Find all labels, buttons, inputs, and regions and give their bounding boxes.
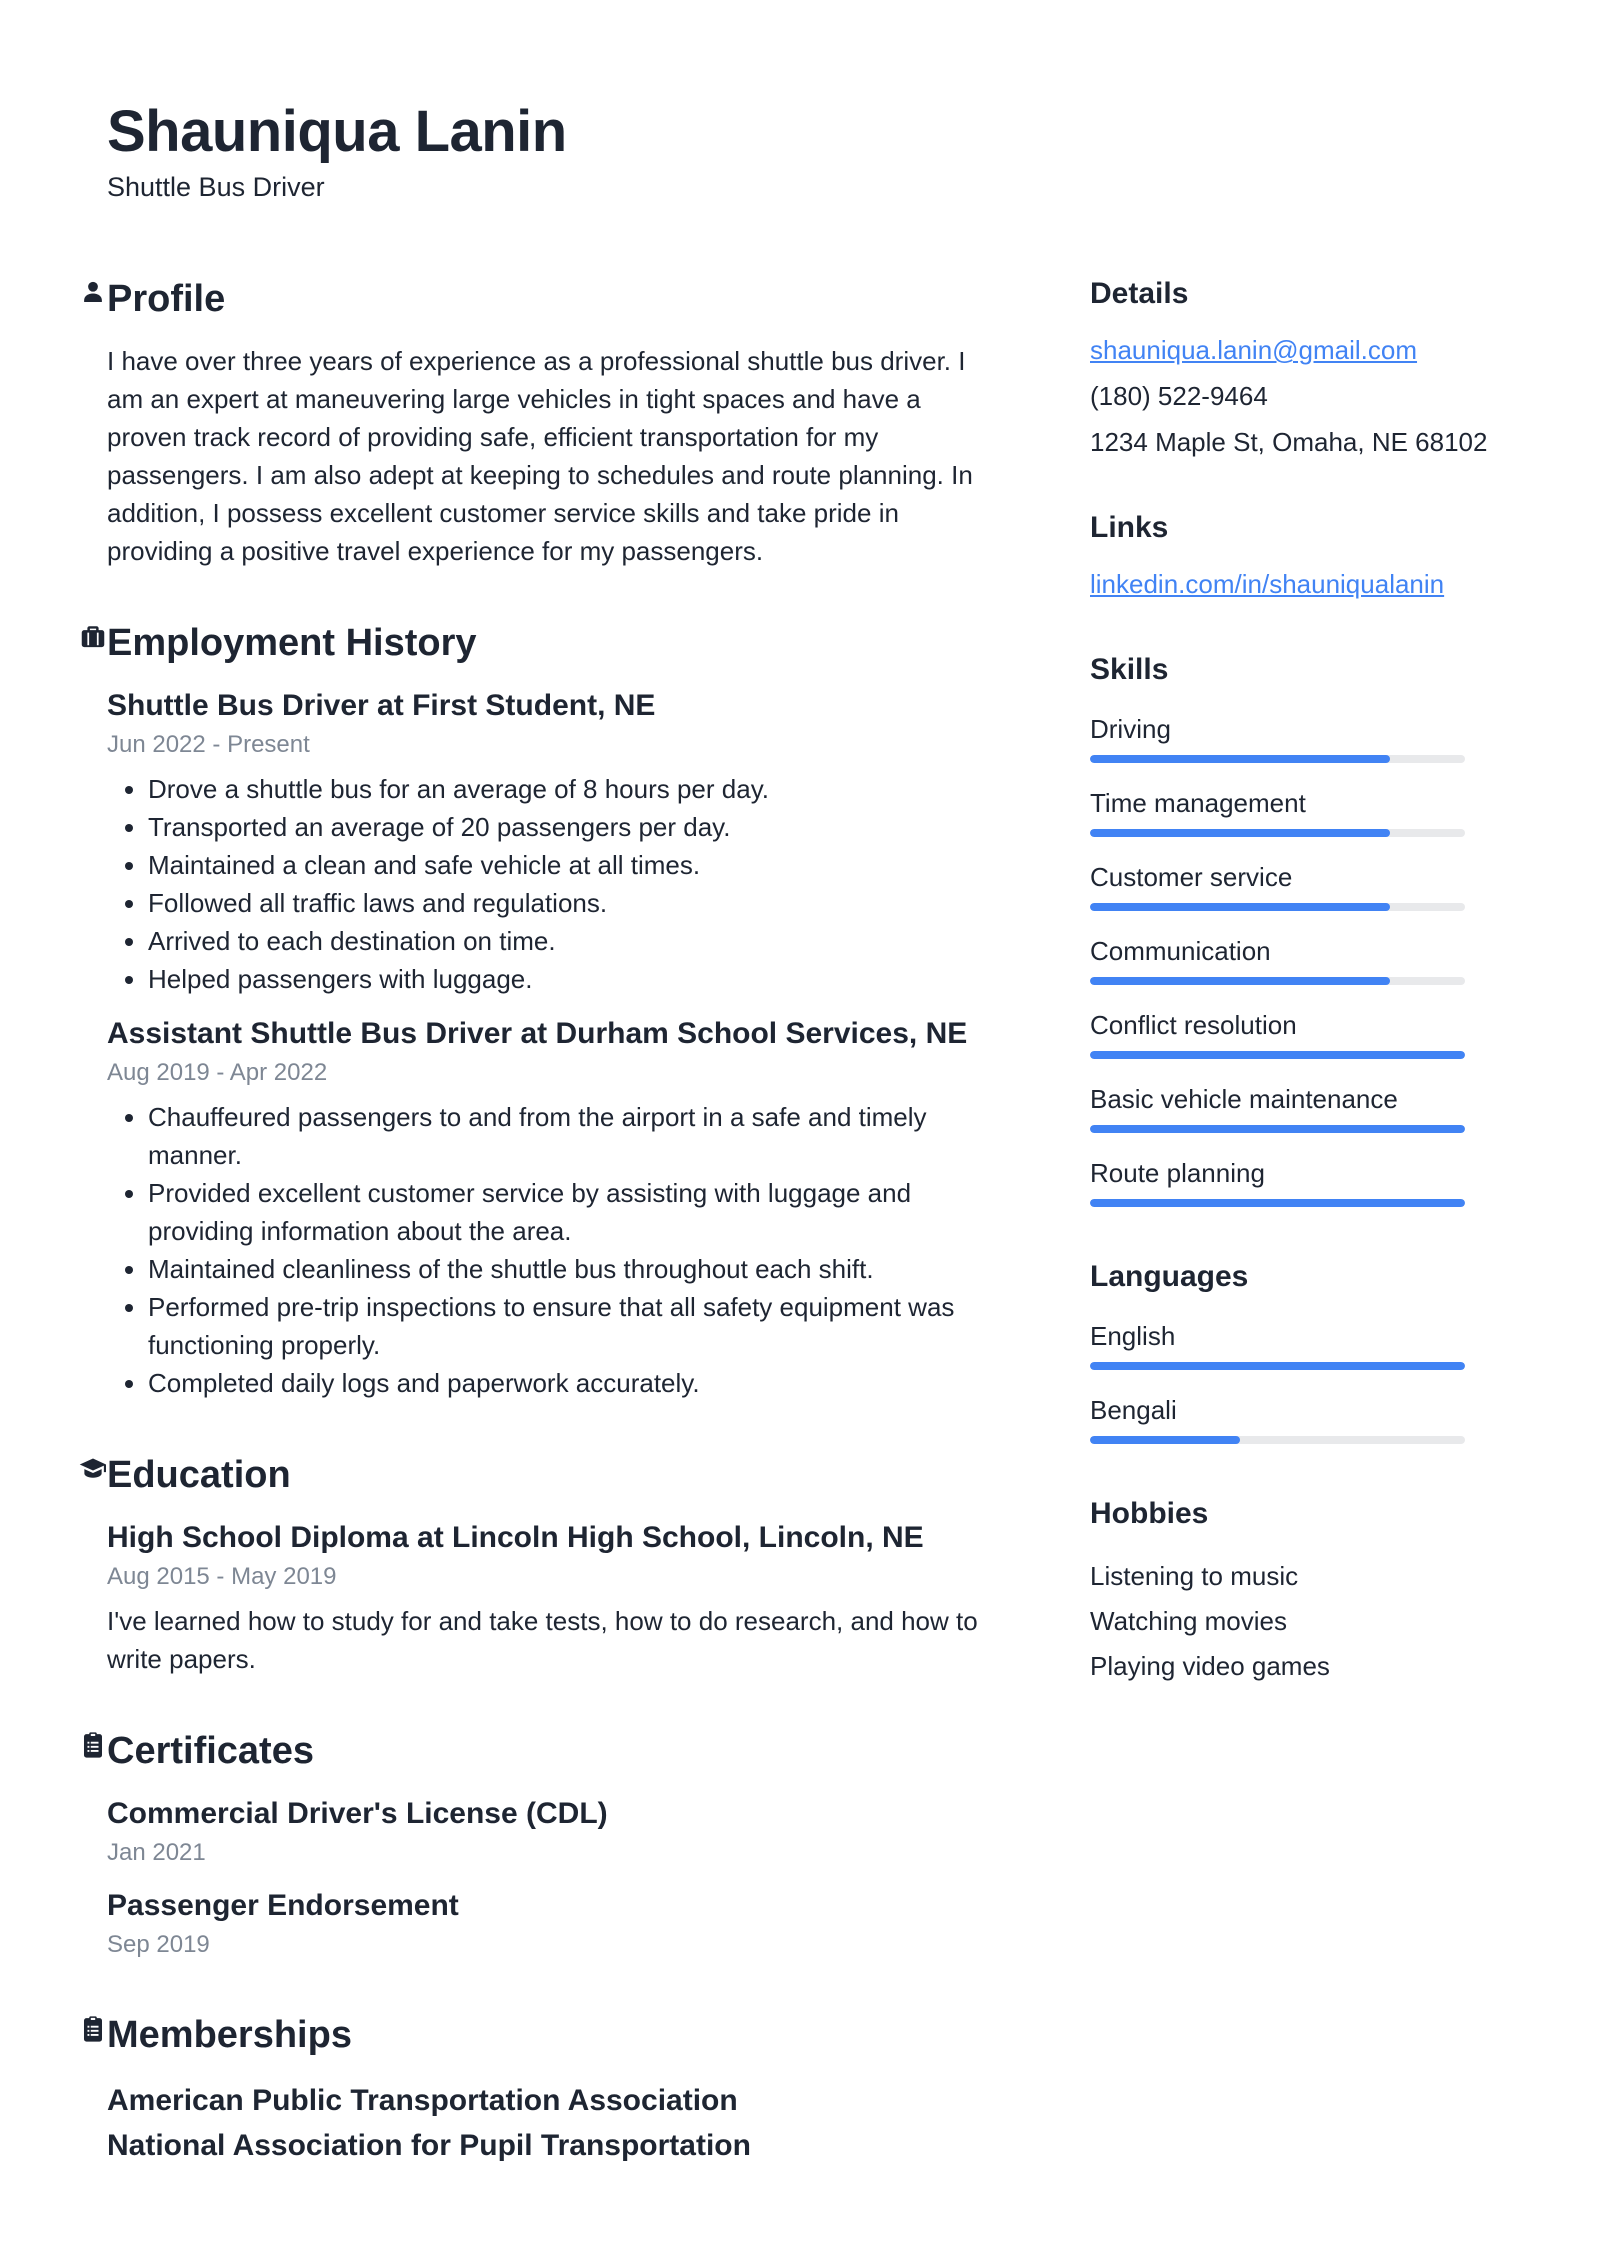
skill-bar	[1090, 1125, 1465, 1133]
certificate-entry	[107, 1886, 985, 1962]
job-dates: Aug 2019 - Apr 2022	[107, 1059, 328, 1086]
skill-item	[1090, 932, 1465, 985]
job-bullet: • Arrived to each destination on time.	[148, 922, 985, 960]
skill-item	[1090, 1006, 1465, 1059]
briefcase-icon	[78, 622, 108, 652]
skill-item	[1090, 784, 1465, 837]
language-bar-fill	[1090, 1362, 1465, 1370]
job-title: Assistant Shuttle Bus Driver at Durham School Services, NE	[107, 1017, 968, 1050]
job-bullet: • Maintained a clean and safe vehicle at all times.	[148, 846, 985, 884]
skill-bar-fill	[1090, 755, 1390, 763]
language-label: English	[1090, 1321, 1176, 1351]
skill-bar-fill	[1090, 1199, 1465, 1207]
section-details	[1090, 276, 1488, 458]
job-bullet: • Completed daily logs and paperwork accurately.	[148, 1364, 985, 1402]
education-entry	[107, 1518, 985, 1678]
membership-item: National Association for Pupil Transportation	[107, 2129, 751, 2162]
sidebar-column	[1090, 276, 1488, 1741]
address: 1234 Maple St, Omaha, NE 68102	[1090, 427, 1488, 457]
certificate-title: Passenger Endorsement	[107, 1889, 459, 1922]
job-bullet-list	[107, 770, 985, 998]
skill-item	[1090, 710, 1465, 763]
skill-bar-fill	[1090, 1125, 1465, 1133]
hobby-item: Watching movies	[1090, 1606, 1287, 1636]
skill-bar	[1090, 903, 1465, 911]
skill-label: Conflict resolution	[1090, 1010, 1297, 1040]
language-bar-fill	[1090, 1436, 1240, 1444]
language-item	[1090, 1317, 1465, 1370]
linkedin-link[interactable]: linkedin.com/in/shauniqualanin	[1090, 569, 1445, 599]
certificate-entry	[107, 1794, 985, 1870]
education-dates: Aug 2015 - May 2019	[107, 1563, 337, 1590]
section-memberships	[78, 2012, 985, 2168]
skill-item	[1090, 1154, 1465, 1207]
job-entry	[107, 1014, 985, 1402]
section-hobbies	[1090, 1496, 1465, 1689]
employment-heading: Employment History	[107, 622, 477, 664]
details-heading: Details	[1090, 277, 1189, 310]
links-heading: Links	[1090, 511, 1169, 544]
skill-label: Communication	[1090, 936, 1271, 966]
job-bullet-list	[107, 1098, 985, 1402]
skill-item	[1090, 858, 1465, 911]
job-title: Shuttle Bus Driver at First Student, NE	[107, 689, 656, 722]
language-label: Bengali	[1090, 1395, 1177, 1425]
profile-text: I have over three years of experience as a professional shuttle bus driver. I am an expert at maneuvering large vehicles in tight spaces and have a proven track record of providing safe, efficient transportation for my passengers. I am also adept at keeping to schedules and route planning. In addition, I possess excellent customer service skills and take pride in providing a positive travel experience for my passengers.	[107, 346, 973, 566]
language-bar	[1090, 1436, 1465, 1444]
skill-bar-fill	[1090, 977, 1390, 985]
language-item	[1090, 1391, 1465, 1444]
section-education	[78, 1452, 985, 1678]
section-languages	[1090, 1259, 1465, 1444]
hobby-item: Playing video games	[1090, 1651, 1330, 1681]
skill-bar-fill	[1090, 903, 1390, 911]
skill-bar	[1090, 755, 1465, 763]
skill-bar-fill	[1090, 1051, 1465, 1059]
skill-label: Route planning	[1090, 1158, 1265, 1188]
job-entry	[107, 686, 985, 998]
section-profile	[78, 276, 985, 570]
resume-header	[0, 0, 1600, 204]
languages-heading: Languages	[1090, 1260, 1249, 1293]
job-bullet: • Helped passengers with luggage.	[148, 960, 985, 998]
job-bullet: • Provided excellent customer service by assisting with luggage and providing information about the area.	[148, 1174, 985, 1250]
job-bullet: • Performed pre-trip inspections to ensure that all safety equipment was functioning properly.	[148, 1288, 985, 1364]
skill-label: Driving	[1090, 714, 1171, 744]
certificate-date: Sep 2019	[107, 1931, 210, 1958]
job-dates: Jun 2022 - Present	[107, 731, 310, 758]
main-column	[78, 276, 985, 2218]
skill-item	[1090, 1080, 1465, 1133]
skill-bar	[1090, 829, 1465, 837]
membership-item: American Public Transportation Association	[107, 2084, 738, 2117]
hobbies-heading: Hobbies	[1090, 1497, 1209, 1530]
graduation-cap-icon	[78, 1454, 108, 1484]
education-heading: Education	[107, 1454, 291, 1496]
memberships-heading: Memberships	[107, 2014, 352, 2056]
job-bullet: • Maintained cleanliness of the shuttle bus throughout each shift.	[148, 1250, 985, 1288]
candidate-job-title: Shuttle Bus Driver	[107, 172, 325, 202]
clipboard-icon	[78, 2014, 108, 2044]
education-description: I've learned how to study for and take tests, how to do research, and how to write papers.	[107, 1606, 978, 1674]
job-bullet: • Chauffeured passengers to and from the airport in a safe and timely manner.	[148, 1098, 985, 1174]
hobby-item: Listening to music	[1090, 1561, 1299, 1591]
certificate-title: Commercial Driver's License (CDL)	[107, 1797, 608, 1830]
job-bullet: • Transported an average of 20 passengers per day.	[148, 808, 985, 846]
email-link[interactable]: shauniqua.lanin@gmail.com	[1090, 335, 1418, 365]
profile-heading: Profile	[107, 278, 226, 320]
skill-bar	[1090, 977, 1465, 985]
clipboard-icon	[78, 1730, 108, 1760]
candidate-name: Shauniqua Lanin	[107, 99, 567, 164]
section-skills	[1090, 652, 1465, 1207]
person-icon	[78, 278, 108, 308]
language-bar	[1090, 1362, 1465, 1370]
skill-bar-fill	[1090, 829, 1390, 837]
section-links	[1090, 510, 1465, 600]
skill-bar	[1090, 1199, 1465, 1207]
education-title: High School Diploma at Lincoln High School, Lincoln, NE	[107, 1521, 924, 1554]
section-certificates	[78, 1728, 985, 1962]
skill-label: Basic vehicle maintenance	[1090, 1084, 1398, 1114]
certificates-heading: Certificates	[107, 1730, 314, 1772]
job-bullet: • Followed all traffic laws and regulations.	[148, 884, 985, 922]
phone-number: (180) 522-9464	[1090, 381, 1268, 411]
resume-body	[0, 276, 1600, 2218]
skill-bar	[1090, 1051, 1465, 1059]
skill-label: Time management	[1090, 788, 1306, 818]
skills-heading: Skills	[1090, 653, 1169, 686]
job-bullet: • Drove a shuttle bus for an average of 8 hours per day.	[148, 770, 985, 808]
section-employment-history	[78, 620, 985, 1402]
skill-label: Customer service	[1090, 862, 1293, 892]
certificate-date: Jan 2021	[107, 1839, 206, 1866]
